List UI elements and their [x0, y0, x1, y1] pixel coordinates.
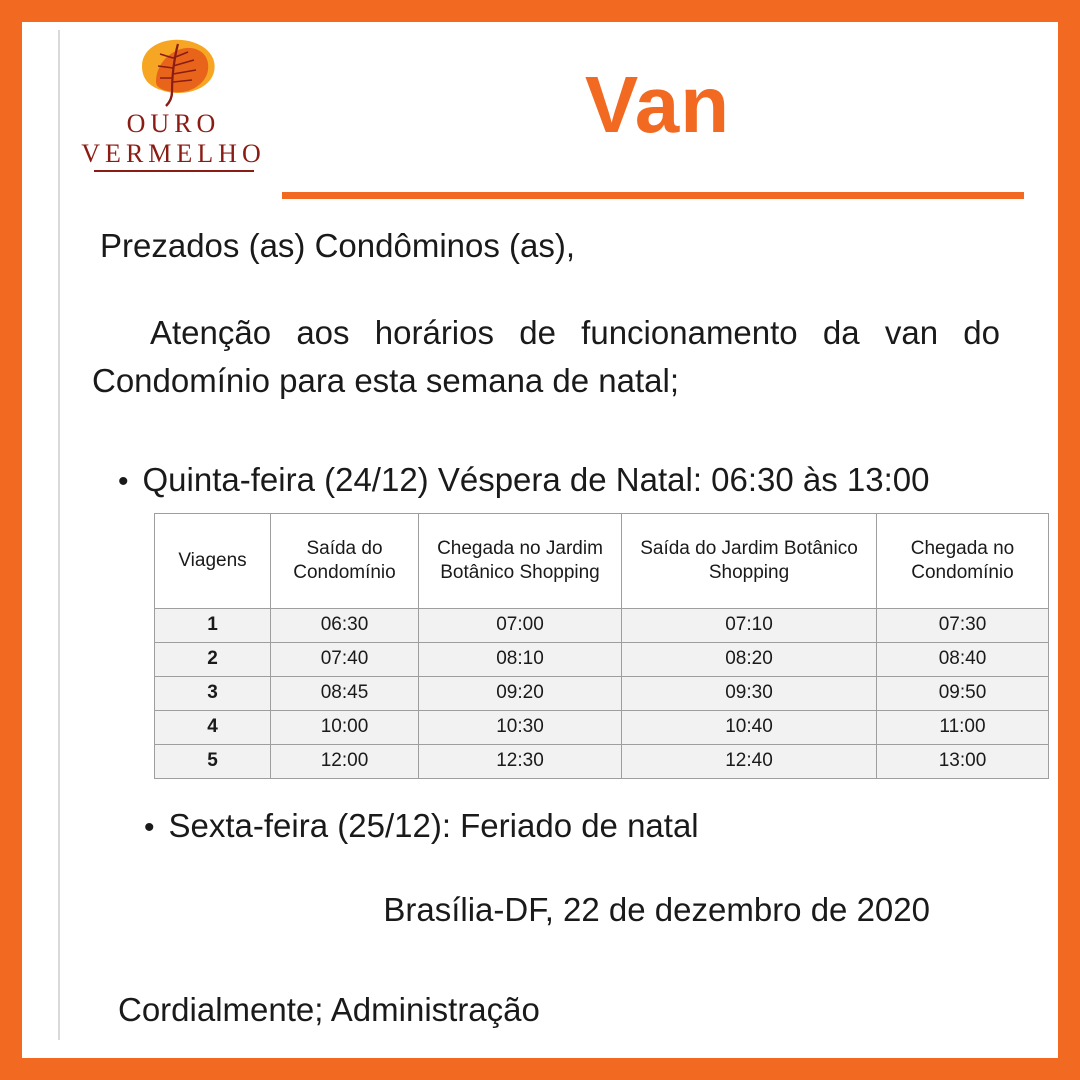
table-header-cell: Saída do Jardim Botânico Shopping: [622, 513, 877, 608]
greeting-text: Prezados (as) Condôminos (as),: [100, 227, 576, 264]
bullet-item-friday: [144, 807, 1010, 845]
vertical-divider: [58, 30, 60, 1040]
table-cell-trip: 1: [155, 608, 271, 642]
table-header-cell: Viagens: [155, 513, 271, 608]
table-row: [155, 676, 1049, 710]
table-cell-arrive-condo: 11:00: [877, 710, 1049, 744]
table-cell-trip: 4: [155, 710, 271, 744]
bullet-item-friday-label: Sexta-feira (25/12): Feriado de natal: [168, 806, 699, 844]
place-and-date: Brasília-DF, 22 de dezembro de 2020: [383, 890, 930, 928]
table-header-row: [155, 513, 1049, 608]
table-cell-arrive-condo: 13:00: [877, 744, 1049, 778]
poster-header: [56, 30, 1024, 180]
table-cell-depart-condo: 08:45: [271, 676, 419, 710]
table-cell-depart-mall: 10:40: [622, 710, 877, 744]
van-schedule-table: [154, 513, 1049, 779]
table-cell-depart-condo: 06:30: [271, 608, 419, 642]
table-row: [155, 744, 1049, 778]
table-header-cell: Chegada no Jardim Botânico Shopping: [419, 513, 622, 608]
table-cell-depart-condo: 12:00: [271, 744, 419, 778]
bullet-item-thursday: [118, 461, 1010, 499]
table-row: [155, 710, 1049, 744]
table-header-cell: Chegada no Condomínio: [877, 513, 1049, 608]
table-cell-trip: 5: [155, 744, 271, 778]
logo-underline: [94, 170, 254, 172]
leaf-logo-icon: [126, 36, 222, 108]
table-cell-arrive-mall: 07:00: [419, 608, 622, 642]
table-cell-depart-mall: 09:30: [622, 676, 877, 710]
poster-content: [56, 199, 1024, 1029]
title-block: [281, 60, 1024, 149]
table-cell-arrive-mall: 09:20: [419, 676, 622, 710]
logo-text-line1: OURO: [126, 109, 221, 139]
table-cell-depart-mall: 07:10: [622, 608, 877, 642]
table-cell-arrive-condo: 07:30: [877, 608, 1049, 642]
table-header-cell: Saída do Condomínio: [271, 513, 419, 608]
company-logo: [66, 36, 281, 174]
table-cell-depart-mall: 08:20: [622, 642, 877, 676]
page-title: Van: [584, 60, 731, 149]
notice-paragraph: Atenção aos horários de funcionamento da van do Condomínio para esta semana de natal;: [92, 314, 1000, 399]
table-cell-trip: 2: [155, 642, 271, 676]
table-cell-arrive-condo: 09:50: [877, 676, 1049, 710]
table-cell-trip: 3: [155, 676, 271, 710]
table-cell-arrive-mall: 08:10: [419, 642, 622, 676]
bullet-item-thursday-label: Quinta-feira (24/12) Véspera de Natal: 06:30 às 13:00: [142, 460, 930, 498]
table-cell-arrive-mall: 12:30: [419, 744, 622, 778]
table-row: [155, 642, 1049, 676]
bullet-icon: •: [144, 810, 155, 844]
bullet-icon: •: [118, 464, 129, 498]
table-cell-depart-condo: 07:40: [271, 642, 419, 676]
table-row: [155, 608, 1049, 642]
table-cell-depart-mall: 12:40: [622, 744, 877, 778]
table-cell-arrive-mall: 10:30: [419, 710, 622, 744]
table-cell-depart-condo: 10:00: [271, 710, 419, 744]
poster-inner: [22, 22, 1058, 1058]
logo-text-line2: VERMELHO: [81, 138, 266, 168]
table-cell-arrive-condo: 08:40: [877, 642, 1049, 676]
title-underline: [282, 192, 1024, 199]
signature-text: Cordialmente; Administração: [118, 990, 540, 1028]
